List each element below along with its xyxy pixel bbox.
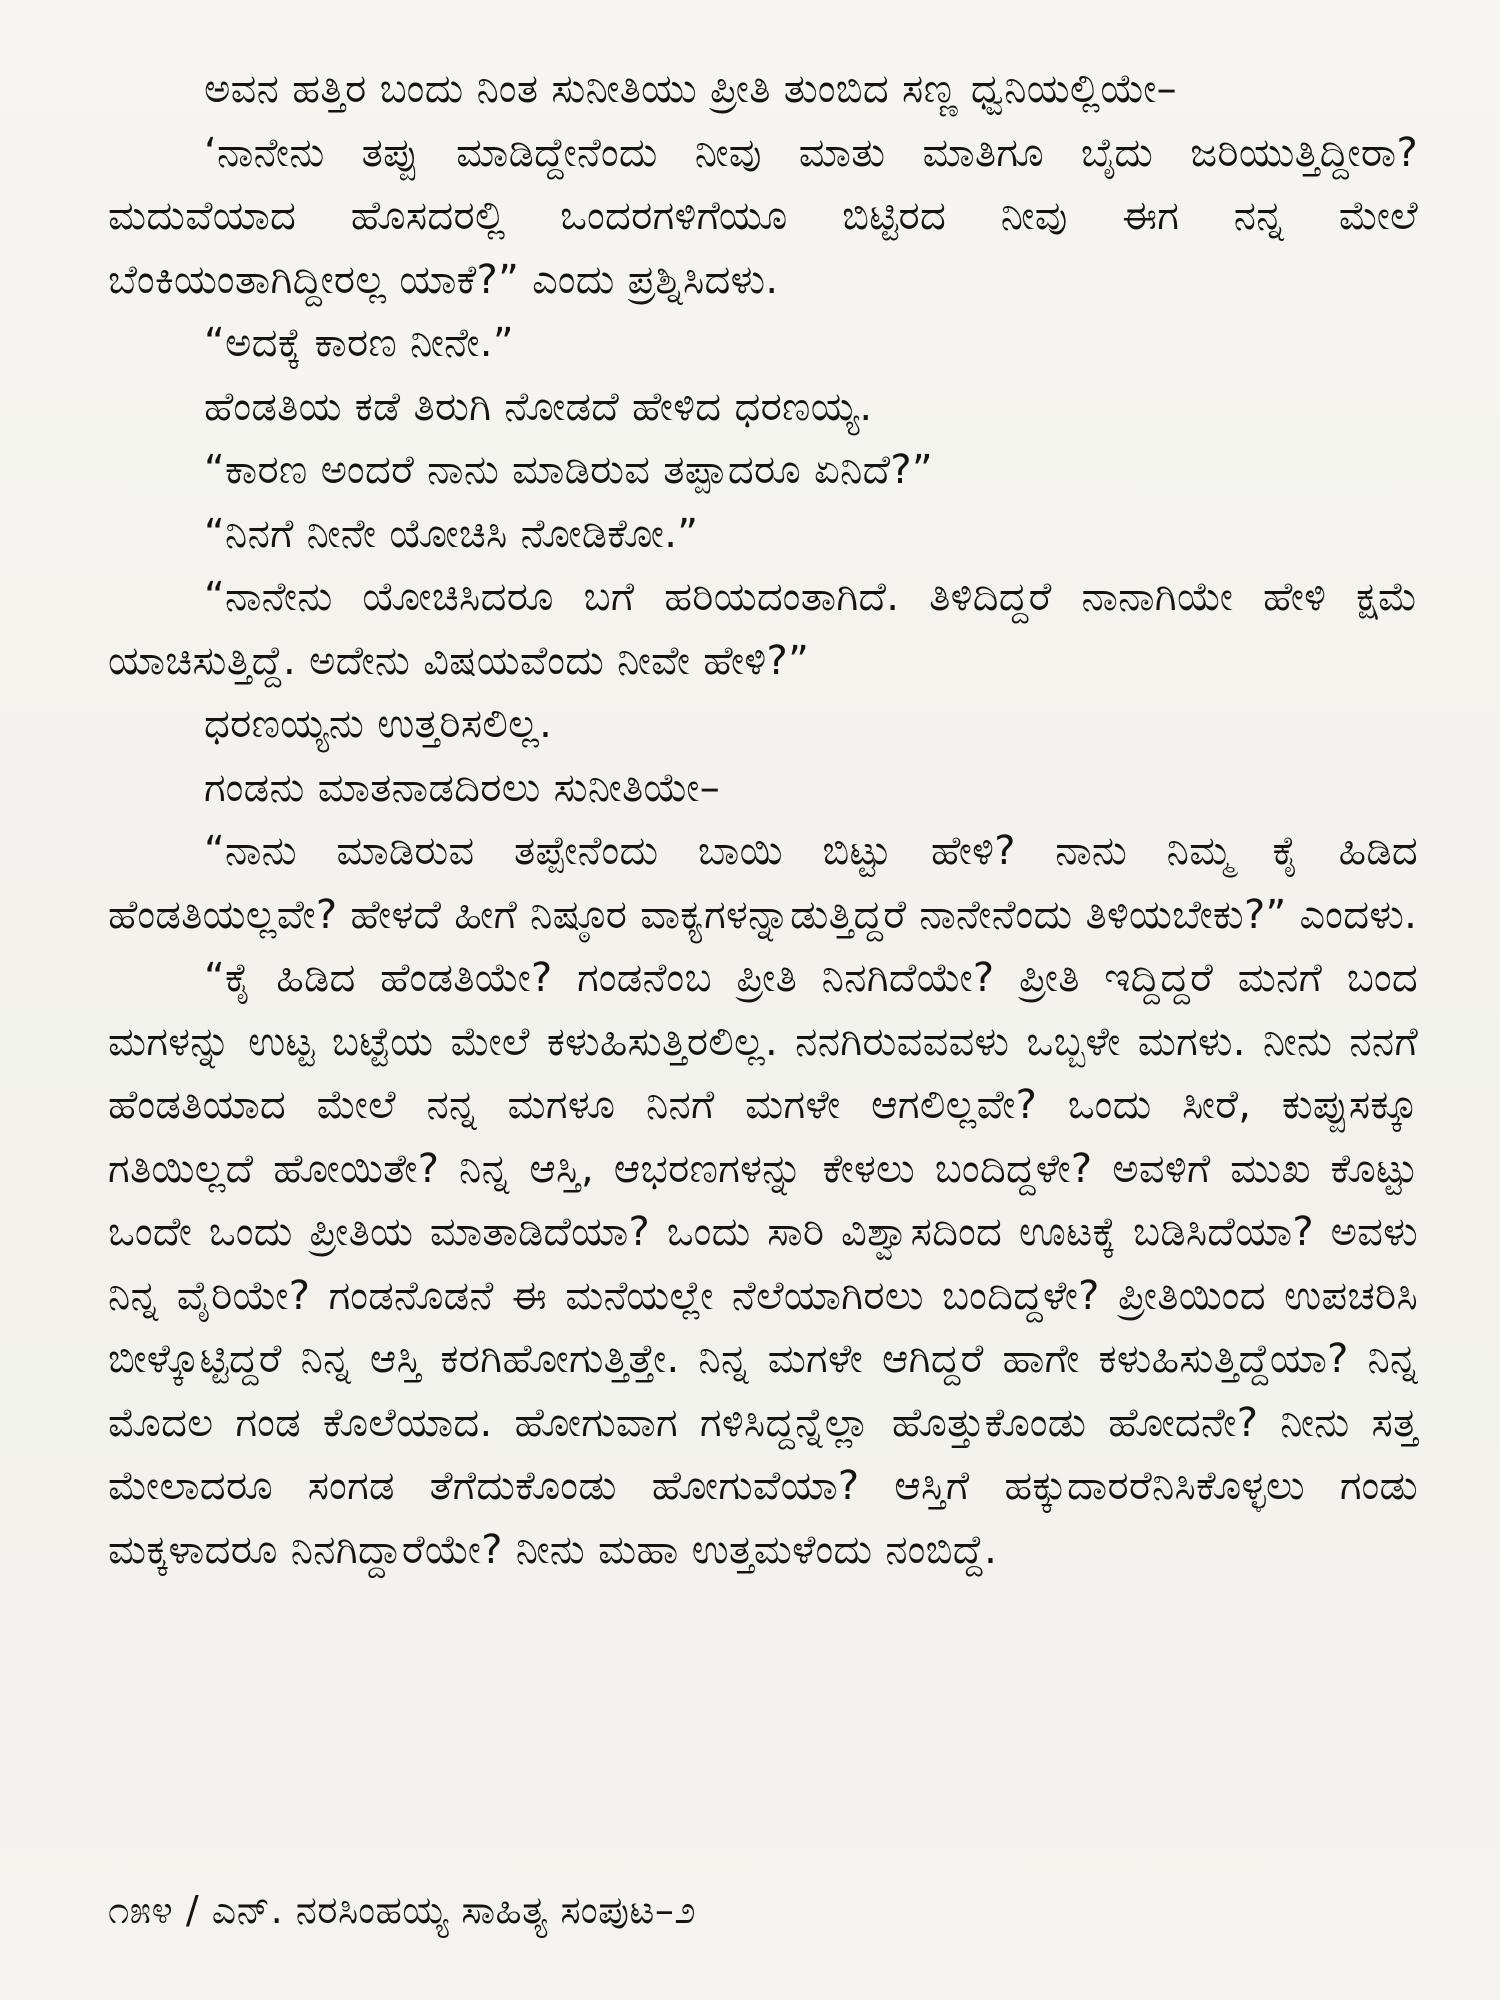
paragraph-2: ‘ನಾನೇನು ತಪ್ಪು ಮಾಡಿದ್ದೇನೆಂದು ನೀವು ಮಾತು ಮಾತಿಗೂ ಬೈದು ಜರಿಯುತ್ತಿದ್ದೀರಾ? ಮದುವೆಯಾದ ಹೊಸದರಲ್ಲಿ ಒಂದರಗಳಿಗೆಯೂ ಬಿಟ್ಟಿರದ ನೀವು ಈಗ ನನ್ನ ಮೇಲೆ ಬೆಂಕಿಯಂತಾಗಿದ್ದೀರಲ್ಲ ಯಾಕೆ?” ಎಂದು ಪ್ರಶ್ನಿಸಿದಳು. bbox=[108, 129, 1418, 303]
paragraph-8: ಧರಣಯ್ಯನು ಉತ್ತರಿಸಲಿಲ್ಲ. bbox=[204, 701, 553, 747]
paragraph-9: ಗಂಡನು ಮಾತನಾಡದಿರಲು ಸುನೀತಿಯೇ– bbox=[204, 764, 721, 811]
paragraph-7: “ನಾನೇನು ಯೋಚಿಸಿದರೂ ಬಗೆ ಹರಿಯದಂತಾಗಿದೆ. ತಿಳಿದಿದ್ದರೆ ನಾನಾಗಿಯೇ ಹೇಳಿ ಕ್ಷಮೆ ಯಾಚಿಸುತ್ತಿದ್ದೆ. ಅದೇನು ವಿಷಯವೆಂದು ನೀವೇ ಹೇಳಿ?” bbox=[108, 574, 1418, 684]
paragraph-5: “ಕಾರಣ ಅಂದರೆ ನಾನು ಮಾಡಿರುವ ತಪ್ಪಾದರೂ ಏನಿದೆ?” bbox=[204, 447, 933, 493]
paragraph-4: ಹೆಂಡತಿಯ ಕಡೆ ತಿರುಗಿ ನೋಡದೆ ಹೇಳಿದ ಧರಣಯ್ಯ. bbox=[204, 383, 873, 430]
paragraph-10: “ನಾನು ಮಾಡಿರುವ ತಪ್ಪೇನೆಂದು ಬಾಯಿ ಬಿಟ್ಟು ಹೇಳಿ? ನಾನು ನಿಮ್ಮ ಕೈ ಹಿಡಿದ ಹೆಂಡತಿಯಲ್ಲವೇ? ಹೇಳದೆ ಹೀಗೆ ನಿಷ್ಠೂರ ವಾಕ್ಯಗಳನ್ನಾಡುತ್ತಿದ್ದರೆ ನಾನೇನೆಂದು ತಿಳಿಯಬೇಕು?” ಎಂದಳು. bbox=[108, 828, 1418, 938]
body-text bbox=[108, 58, 1418, 1582]
paragraph-11: “ಕೈ ಹಿಡಿದ ಹೆಂಡತಿಯೇ? ಗಂಡನೆಂಬ ಪ್ರೀತಿ ನಿನಗಿದೆಯೇ? ಪ್ರೀತಿ ಇದ್ದಿದ್ದರೆ ಮನಗೆ ಬಂದ ಮಗಳನ್ನು ಉಟ್ಟ ಬಟ್ಟೆಯ ಮೇಲೆ ಕಳುಹಿಸುತ್ತಿರಲಿಲ್ಲ. ನನಗಿರುವವವಳು ಒಬ್ಬಳೇ ಮಗಳು. ನೀನು ನನಗೆ ಹೆಂಡತಿಯಾದ ಮೇಲೆ ನನ್ನ ಮಗಳೂ ನಿನಗೆ ಮಗಳೇ ಆಗಲಿಲ್ಲವೇ? ಒಂದು ಸೀರೆ, ಕುಪ್ಪುಸಕ್ಕೂ ಗತಿಯಿಲ್ಲದೆ ಹೋಯಿತೇ? ನಿನ್ನ ಆಸ್ತಿ, ಆಭರಣಗಳನ್ನು ಕೇಳಲು ಬಂದಿದ್ದಳೇ? ಅವಳಿಗೆ ಮುಖ ಕೊಟ್ಟು ಒಂದೇ ಒಂದು ಪ್ರೀತಿಯ ಮಾತಾಡಿದೆಯಾ? ಒಂದು ಸಾರಿ ವಿಶ್ವಾಸದಿಂದ ಊಟಕ್ಕೆ ಬಡಿಸಿದೆಯಾ? ಅವಳು ನಿನ್ನ ವೈರಿಯೇ? ಗಂಡನೊಡನೆ ಈ ಮನೆಯಲ್ಲೇ ನೆಲೆಯಾಗಿರಲು ಬಂದಿದ್ದಳೇ? ಪ್ರೀತಿಯಿಂದ ಉಪಚರಿಸಿ ಬೀಳ್ಕೊಟ್ಟಿದ್ದರೆ ನಿನ್ನ ಆಸ್ತಿ ಕರಗಿಹೋಗುತ್ತಿತ್ತೇ. ನಿನ್ನ ಮಗಳೇ ಆಗಿದ್ದರೆ ಹಾಗೇ ಕಳುಹಿಸುತ್ತಿದ್ದೆಯಾ? ನಿನ್ನ ಮೊದಲ ಗಂಡ ಕೊಲೆಯಾದ. ಹೋಗುವಾಗ ಗಳಿಸಿದ್ದನ್ನೆಲ್ಲಾ ಹೊತ್ತುಕೊಂಡು ಹೋದನೇ? ನೀನು ಸತ್ತ ಮೇಲಾದರೂ ಸಂಗಡ ತೆಗೆದುಕೊಂಡು ಹೋಗುವೆಯಾ? ಆಸ್ತಿಗೆ ಹಕ್ಕುದಾರರೆನಿಸಿಕೊಳ್ಳಲು ಗಂಡು ಮಕ್ಕಳಾದರೂ ನಿನಗಿದ್ದಾರೆಯೇ? ನೀನು ಮಹಾ ಉತ್ತಮಳೆಂದು ನಂಬಿದ್ದೆ. bbox=[108, 955, 1418, 1573]
paragraph-1: ಅವನ ಹತ್ತಿರ ಬಂದು ನಿಂತ ಸುನೀತಿಯು ಪ್ರೀತಿ ತುಂಬಿದ ಸಣ್ಣ ಧ್ವನಿಯಲ್ಲಿಯೇ– bbox=[204, 66, 1177, 112]
page-footer: ೧೫೪ / ಎನ್. ನರಸಿಂಹಯ್ಯ ಸಾಹಿತ್ಯ ಸಂಪುಟ–೨ bbox=[108, 1888, 697, 1932]
paragraph-3: “ಅದಕ್ಕೆ ಕಾರಣ ನೀನೇ.” bbox=[204, 320, 514, 366]
paragraph-6: “ನಿನಗೆ ನೀನೇ ಯೋಚಿಸಿ ನೋಡಿಕೋ.” bbox=[204, 510, 699, 557]
